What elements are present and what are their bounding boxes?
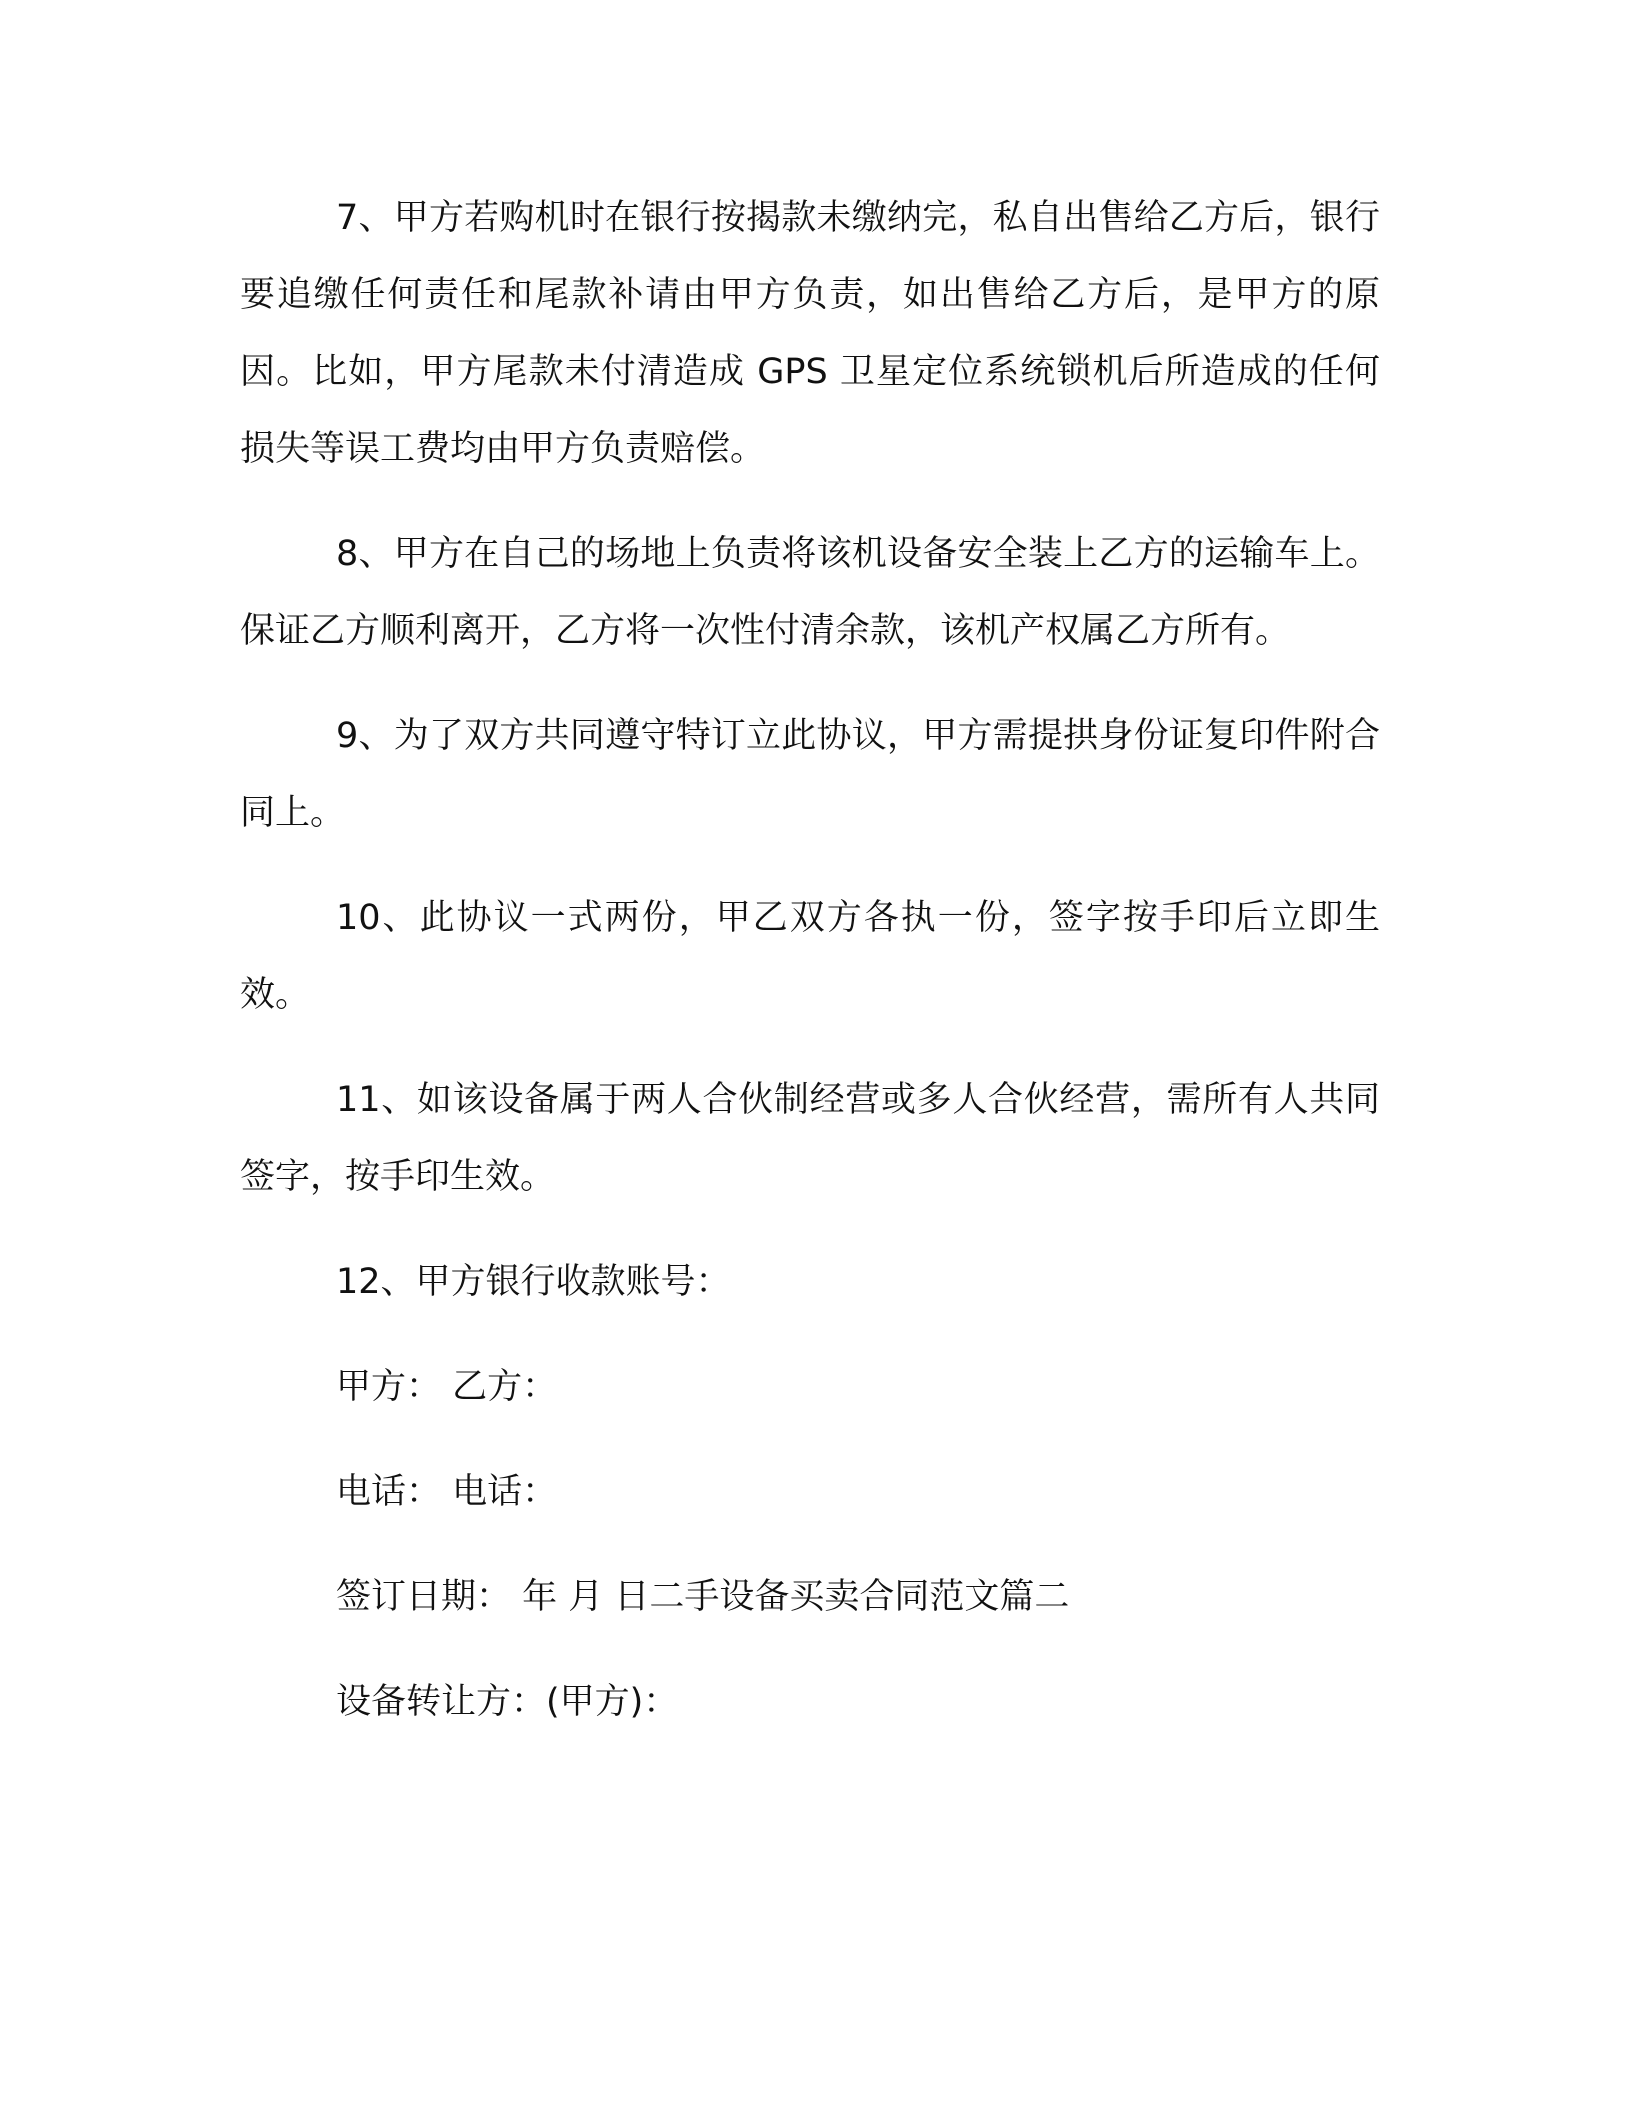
- clause-8: 8、甲方在自己的场地上负责将该机设备安全装上乙方的运输车上。保证乙方顺利离开，乙方将一次性付清余款，该机产权属乙方所有。: [240, 534, 1380, 651]
- phone-line: 电话： 电话：: [336, 1472, 558, 1512]
- transferor-line: 设备转让方：(甲方)：: [336, 1682, 679, 1722]
- document-body: [240, 180, 1380, 1769]
- clause-9: 9、为了双方共同遵守特订立此协议，甲方需提拱身份证复印件附合同上。: [240, 716, 1380, 833]
- clause-12-bank-account: 12、甲方银行收款账号：: [336, 1262, 731, 1302]
- sign-date-line: 签订日期： 年 月 日二手设备买卖合同范文篇二: [336, 1577, 1070, 1617]
- clause-7: 7、甲方若购机时在银行按揭款未缴纳完，私自出售给乙方后，银行要追缴任何责任和尾款补请由甲方负责，如出售给乙方后，是甲方的原因。比如，甲方尾款未付清造成 GPS 卫星定位系统锁机后所造成的任何损失等误工费均由甲方负责赔偿。: [240, 198, 1380, 469]
- party-signature-line: 甲方： 乙方：: [336, 1367, 558, 1407]
- clause-11: 11、如该设备属于两人合伙制经营或多人合伙经营，需所有人共同签字，按手印生效。: [240, 1080, 1380, 1197]
- clause-10: 10、此协议一式两份，甲乙双方各执一份，签字按手印后立即生效。: [240, 898, 1380, 1015]
